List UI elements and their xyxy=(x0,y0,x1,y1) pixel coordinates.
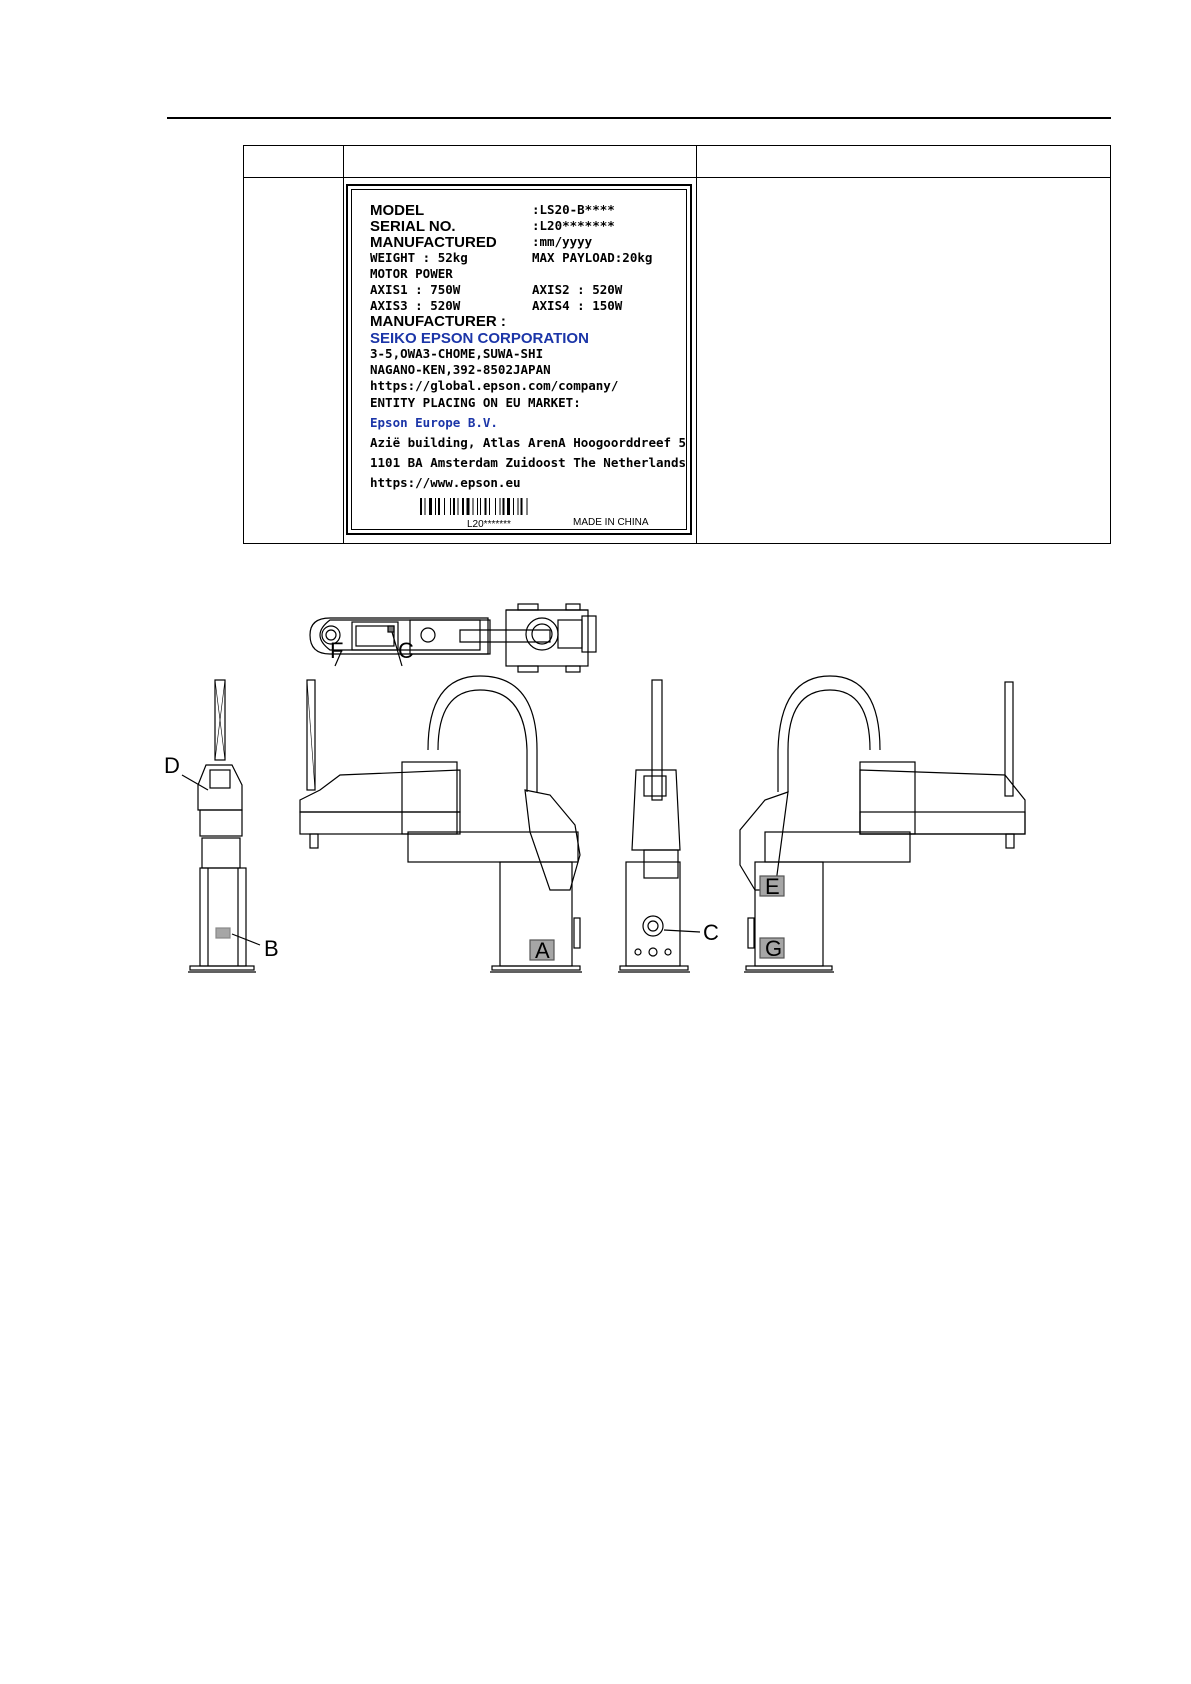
label-axis1: AXIS1 : 750W xyxy=(370,282,461,297)
label-motor-power: MOTOR POWER xyxy=(370,266,453,281)
barcode xyxy=(420,498,574,515)
callout-g: G xyxy=(765,936,783,961)
label-serial-value: :L20******* xyxy=(532,218,615,233)
robot-front-view xyxy=(182,680,260,972)
label-axis3: AXIS3 : 520W xyxy=(370,298,461,313)
callout-c-back: C xyxy=(703,920,719,945)
label-made-in: MADE IN CHINA xyxy=(573,517,649,528)
label-company-url: https://global.epson.com/company/ xyxy=(370,378,619,393)
label-model-value: :LS20-B**** xyxy=(532,202,615,217)
label-manufacturer-heading: MANUFACTURER : xyxy=(370,313,506,330)
label-entity-heading: ENTITY PLACING ON EU MARKET: xyxy=(370,395,581,410)
callout-e: E xyxy=(765,874,780,899)
table-header-row xyxy=(244,146,1111,178)
label-eu-url: https://www.epson.eu xyxy=(370,475,521,490)
callout-d: D xyxy=(164,753,180,778)
label-weight: WEIGHT : 52kg xyxy=(370,250,468,265)
product-label xyxy=(346,184,692,535)
robot-drawing xyxy=(164,600,1120,1060)
label-max-payload: MAX PAYLOAD:20kg xyxy=(532,250,653,265)
label-address-line2: NAGANO-KEN,392-8502JAPAN xyxy=(370,362,551,377)
label-manufactured-value: :mm/yyyy xyxy=(532,234,593,249)
robot-back-view xyxy=(618,680,700,972)
label-manufacturer-name: SEIKO EPSON CORPORATION xyxy=(370,330,589,347)
label-serial-key: SERIAL NO. xyxy=(370,218,456,235)
callout-a: A xyxy=(535,938,550,963)
label-manufactured-key: MANUFACTURED xyxy=(370,234,497,251)
robot-side-view xyxy=(300,676,582,972)
label-model-key: MODEL xyxy=(370,202,425,219)
robot-top-view xyxy=(310,604,596,672)
callout-c-top: C xyxy=(398,638,414,663)
label-eu-name: Epson Europe B.V. xyxy=(370,415,498,430)
callout-f: F xyxy=(330,638,344,663)
header-rule xyxy=(167,117,1111,119)
label-eu-address-line2: 1101 BA Amsterdam Zuidoost The Netherlands xyxy=(370,455,687,470)
label-eu-address-line1: Azië building, Atlas ArenA Hoogoorddreef 5 xyxy=(370,435,687,450)
callout-b: B xyxy=(264,936,279,961)
robot-rear-side-view xyxy=(740,676,1025,972)
label-axis2: AXIS2 : 520W xyxy=(532,282,623,297)
label-axis4: AXIS4 : 150W xyxy=(532,298,623,313)
label-address-line1: 3-5,OWA3-CHOME,SUWA-SHI xyxy=(370,346,544,361)
label-barcode-text: L20******* xyxy=(467,519,511,530)
